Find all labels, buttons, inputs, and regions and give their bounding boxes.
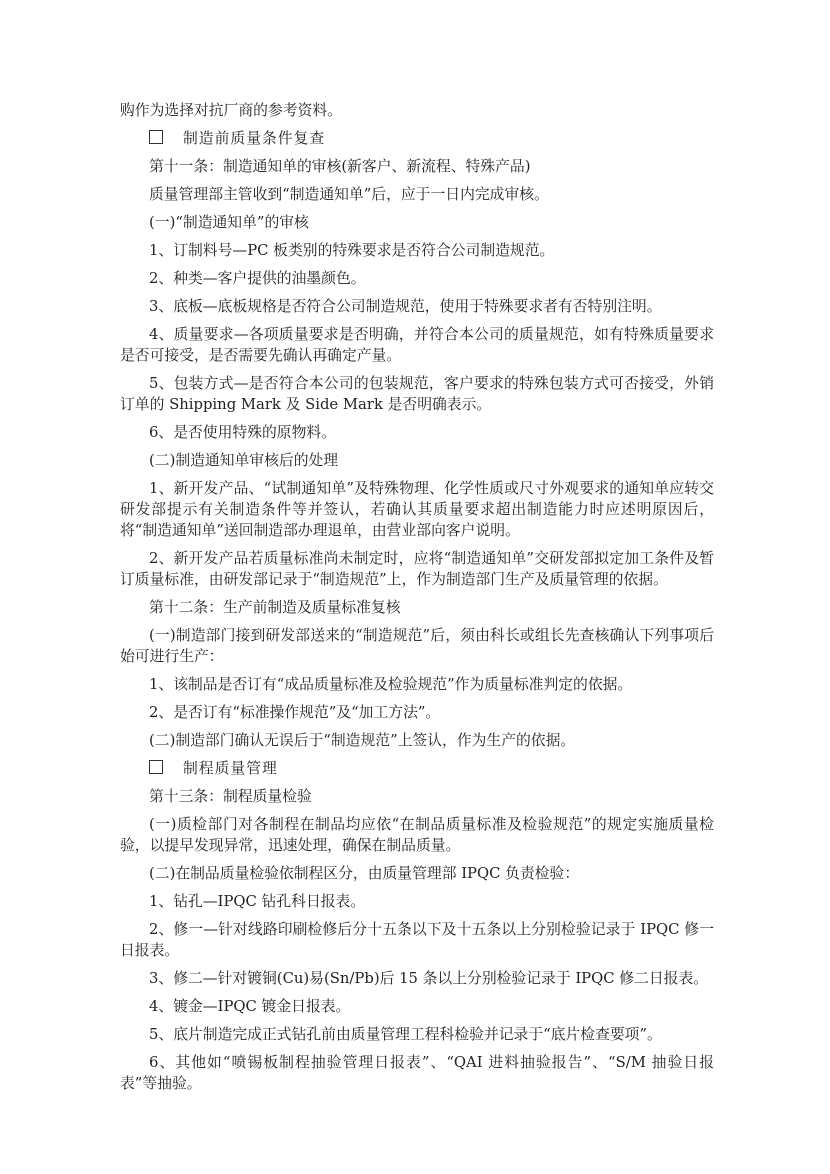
paragraph: 5、底片制造完成正式钻孔前由质量管理工程科检验并记录于“底片检查要项”。	[149, 1026, 662, 1043]
paragraph: (一)制造部门接到研发部送来的“制造规范”后，须由科长或组长先查核确认下列事项后始可进行生产：	[120, 627, 714, 665]
paragraph: 3、修二—针对镀铜(Cu)易(Sn/Pb)后 15 条以上分别检验记录于 IPQC 修二日报表。	[149, 970, 709, 987]
paragraph: 1、该制品是否订有“成品质量标准及检验规范”作为质量标准判定的依据。	[149, 676, 633, 693]
paragraph: 4、质量要求—各项质量要求是否明确，并符合本公司的质量规范，如有特殊质量要求是否可接受，是否需要先确认再确定产量。	[120, 326, 714, 364]
section-heading-text: 制程质量管理	[183, 760, 278, 777]
section-heading-text: 制造前质量条件复查	[183, 130, 326, 147]
paragraph: 4、镀金—IPQC 镀金日报表。	[149, 998, 351, 1015]
paragraph: 质量管理部主管收到“制造通知单”后，应于一日内完成审核。	[149, 186, 549, 203]
paragraph: (一)质检部门对各制程在制品均应依“在制品质量标准及检验规范”的规定实施质量检验，以提早发现异常，迅速处理，确保在制品质量。	[120, 816, 714, 854]
paragraph: 第十三条：制程质量检验	[149, 788, 312, 805]
checkbox-icon	[149, 130, 163, 144]
section-heading	[120, 128, 714, 149]
paragraph: 2、新开发产品若质量标准尚未制定时，应将“制造通知单”交研发部拟定加工条件及暂订质量标准，由研发部记录于“制造规范”上，作为制造部门生产及质量管理的依据。	[120, 550, 714, 588]
paragraph: 2、是否订有“标准操作规范”及“加工方法”。	[149, 704, 441, 721]
checkbox-icon	[149, 760, 163, 774]
paragraph: 2、修一—针对线路印刷检修后分十五条以下及十五条以上分别检验记录于 IPQC 修一日报表。	[120, 921, 714, 959]
paragraph: 5、包装方式—是否符合本公司的包装规范，客户要求的特殊包装方式可否接受，外销订单的 Shipping Mark 及 Side Mark 是否明确表示。	[120, 375, 714, 413]
paragraph: (一)“制造通知单”的审核	[149, 214, 309, 231]
paragraph: (二)制造通知单审核后的处理	[149, 452, 339, 469]
paragraph: (二)制造部门确认无误后于“制造规范”上签认，作为生产的依据。	[149, 732, 576, 749]
paragraph: 购作为选择对抗厂商的参考资料。	[120, 102, 342, 119]
paragraph: 第十二条：生产前制造及质量标准复核	[149, 599, 401, 616]
paragraph: (二)在制品质量检验依制程区分，由质量管理部 IPQC 负责检验：	[149, 865, 580, 882]
paragraph: 第十一条：制造通知单的审核(新客户、新流程、特殊产品)	[149, 158, 531, 175]
paragraph: 1、钻孔—IPQC 钻孔科日报表。	[149, 893, 366, 910]
paragraph: 3、底板—底板规格是否符合公司制造规范，使用于特殊要求者有否特别注明。	[149, 298, 662, 315]
paragraph: 1、新开发产品、“试制通知单”及特殊物理、化学性质或尺寸外观要求的通知单应转交研发部提示有关制造条件等并签认，若确认其质量要求超出制造能力时应述明原因后，将“制造通知单”送回制造部办理退单，由营业部向客户说明。	[120, 480, 714, 539]
paragraph: 6、是否使用特殊的原物料。	[149, 424, 336, 441]
section-heading	[120, 758, 714, 779]
paragraph: 2、种类—客户提供的油墨颜色。	[149, 270, 366, 287]
paragraph: 1、订制料号—PC 板类别的特殊要求是否符合公司制造规范。	[149, 242, 555, 259]
document-page	[120, 100, 714, 1101]
paragraph: 6、其他如“喷锡板制程抽验管理日报表”、“QAI 进料抽验报告”、“S/M 抽验日报表”等抽验。	[120, 1054, 714, 1092]
